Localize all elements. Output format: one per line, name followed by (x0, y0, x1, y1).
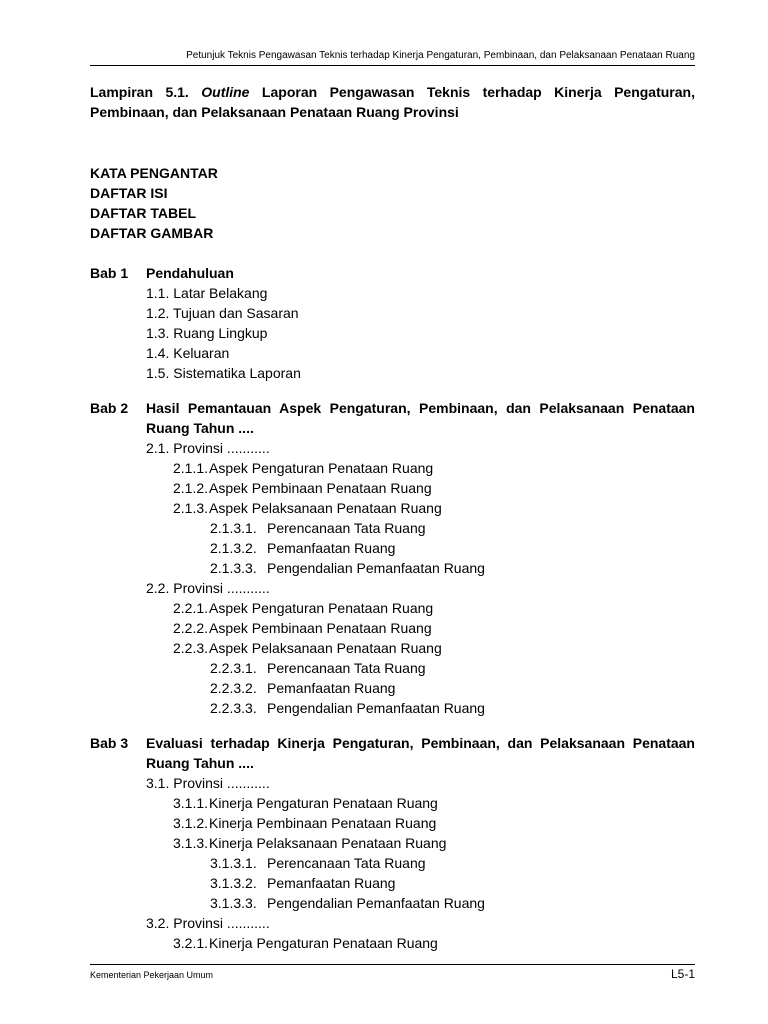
subsection-number: 3.1.2. (173, 815, 209, 831)
subsubsection-label: Perencanaan Tata Ruang (267, 855, 426, 871)
title-prefix: Lampiran 5.1. (90, 84, 202, 100)
subsection-item (90, 793, 695, 813)
subsubsection-label: Pengendalian Pemanfaatan Ruang (267, 895, 485, 911)
subsection-label: Aspek Pembinaan Penataan Ruang (209, 480, 432, 496)
subsubsection-label: Perencanaan Tata Ruang (267, 520, 426, 536)
title-line-1 (90, 82, 695, 102)
subsection-item (90, 833, 695, 853)
front-matter-list (90, 163, 218, 243)
chapter-title-line-2: Ruang Tahun .... (146, 755, 254, 771)
section-item: 2.1. Provinsi ........... (146, 440, 270, 456)
subsubsection-label: Pengendalian Pemanfaatan Ruang (267, 560, 485, 576)
subsection-label: Aspek Pembinaan Penataan Ruang (209, 620, 432, 636)
running-header: Petunjuk Teknis Pengawasan Teknis terhadap Kinerja Pengaturan, Pembinaan, dan Pelaksanaan Penataan Ruang (186, 50, 695, 61)
chapter-number: Bab 2 (90, 400, 129, 416)
subsubsection-number: 2.2.3.1. (210, 660, 257, 676)
footer-rule (90, 964, 695, 965)
chapter-number: Bab 3 (90, 735, 129, 751)
subsection-label: Kinerja Pembinaan Penataan Ruang (209, 815, 437, 831)
header-rule (90, 65, 695, 66)
chapter-title (146, 733, 695, 773)
subsection-number: 2.1.1. (173, 460, 209, 476)
front-matter-item: DAFTAR TABEL (90, 205, 197, 221)
subsubsection-number: 3.1.3.2. (210, 875, 257, 891)
subsubsection-number: 3.1.3.1. (210, 855, 257, 871)
subsubsection-item (90, 658, 695, 678)
subsubsection-number: 2.1.3.1. (210, 520, 257, 536)
section-item: 1.4. Keluaran (146, 345, 230, 361)
subsection-label: Aspek Pengaturan Penataan Ruang (209, 460, 434, 476)
chapter-title-line-1: Evaluasi terhadap Kinerja Pengaturan, Pembinaan, dan Pelaksanaan Penataan (146, 735, 695, 751)
chapter-number: Bab 1 (90, 265, 129, 281)
subsection-label: Aspek Pelaksanaan Penataan Ruang (209, 500, 442, 516)
subsubsection-label: Pemanfaatan Ruang (267, 875, 396, 891)
subsection-item (90, 498, 695, 518)
footer-organization: Kementerian Pekerjaan Umum (90, 970, 214, 980)
subsubsection-item (90, 698, 695, 718)
section-item: 1.3. Ruang Lingkup (146, 325, 268, 341)
subsection-label: Kinerja Pelaksanaan Penataan Ruang (209, 835, 447, 851)
subsection-label: Kinerja Pengaturan Penataan Ruang (209, 935, 438, 951)
title-italic-word: Outline (201, 84, 250, 100)
subsection-item (90, 813, 695, 833)
chapter-heading (90, 263, 695, 283)
chapter-2 (90, 398, 695, 718)
front-matter-item: DAFTAR GAMBAR (90, 225, 214, 241)
subsubsection-number: 2.2.3.2. (210, 680, 257, 696)
subsection-label: Aspek Pelaksanaan Penataan Ruang (209, 640, 442, 656)
subsection-number: 2.2.2. (173, 620, 209, 636)
page-number: L5-1 (670, 967, 695, 981)
chapter-heading (90, 398, 695, 438)
subsubsection-item (90, 558, 695, 578)
front-matter-item: KATA PENGANTAR (90, 165, 218, 181)
subsection-number: 3.2.1. (173, 935, 209, 951)
subsubsection-number: 2.2.3.3. (210, 700, 257, 716)
subsection-item (90, 933, 695, 953)
subsubsection-label: Perencanaan Tata Ruang (267, 660, 426, 676)
subsection-label: Aspek Pengaturan Penataan Ruang (209, 600, 434, 616)
subsubsection-number: 3.1.3.3. (210, 895, 257, 911)
chapter-title: Pendahuluan (146, 265, 234, 281)
front-matter-item: DAFTAR ISI (90, 185, 168, 201)
subsection-item (90, 478, 695, 498)
subsection-number: 2.1.3. (173, 500, 209, 516)
subsection-number: 2.2.1. (173, 600, 209, 616)
section-item: 3.2. Provinsi ........... (146, 915, 270, 931)
subsubsection-number: 2.1.3.2. (210, 540, 257, 556)
page-title (90, 82, 695, 122)
subsubsection-item (90, 853, 695, 873)
subsection-item (90, 638, 695, 658)
subsection-number: 3.1.1. (173, 795, 209, 811)
chapter-heading (90, 733, 695, 773)
subsubsection-label: Pengendalian Pemanfaatan Ruang (267, 700, 485, 716)
section-item: 3.1. Provinsi ........... (146, 775, 270, 791)
chapter-title-line-2: Ruang Tahun .... (146, 420, 254, 436)
subsubsection-label: Pemanfaatan Ruang (267, 680, 396, 696)
section-item: 1.5. Sistematika Laporan (146, 365, 301, 381)
section-item: 1.2. Tujuan dan Sasaran (146, 305, 299, 321)
subsubsection-item (90, 873, 695, 893)
chapter-1 (90, 263, 695, 383)
chapter-title (146, 398, 695, 438)
subsubsection-label: Pemanfaatan Ruang (267, 540, 396, 556)
subsection-item (90, 618, 695, 638)
subsection-number: 3.1.3. (173, 835, 209, 851)
subsection-number: 2.1.2. (173, 480, 209, 496)
subsubsection-number: 2.1.3.3. (210, 560, 257, 576)
subsection-number: 2.2.3. (173, 640, 209, 656)
subsubsection-item (90, 893, 695, 913)
chapter-3 (90, 733, 695, 953)
section-item: 1.1. Latar Belakang (146, 285, 268, 301)
subsubsection-item (90, 538, 695, 558)
title-line-2: Pembinaan, dan Pelaksanaan Penataan Ruang Provinsi (90, 104, 459, 120)
subsubsection-item (90, 678, 695, 698)
chapter-title-line-1: Hasil Pemantauan Aspek Pengaturan, Pembinaan, dan Pelaksanaan Penataan (146, 400, 695, 416)
subsection-label: Kinerja Pengaturan Penataan Ruang (209, 795, 438, 811)
title-line1-rest: Laporan Pengawasan Teknis terhadap Kinerja Pengaturan, (249, 84, 695, 100)
subsection-item (90, 598, 695, 618)
subsubsection-item (90, 518, 695, 538)
section-item: 2.2. Provinsi ........... (146, 580, 270, 596)
subsection-item (90, 458, 695, 478)
